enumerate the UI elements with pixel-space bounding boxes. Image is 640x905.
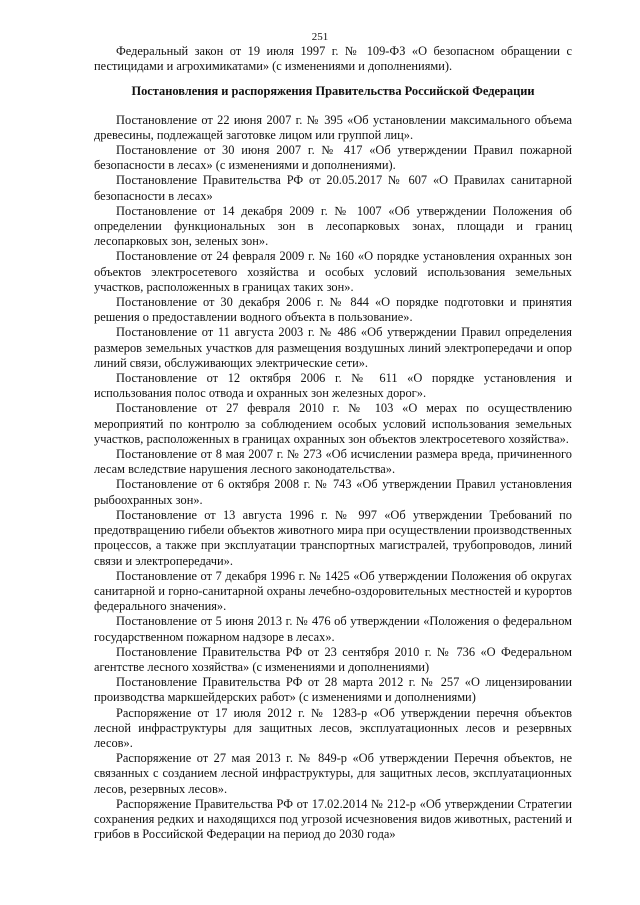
list-item: Постановление от 11 августа 2003 г. № 486 «Об утверждении Правил определения размеров земельных участков для размещения воздушных линий электропередачи и опор линий связи, обслуживающих электрические сети». — [94, 325, 572, 370]
regulations-list — [94, 113, 572, 843]
list-item: Постановление от 22 июня 2007 г. № 395 «Об установлении максимального объема древесины, подлежащей заготовке лицом или группой лиц». — [94, 112, 572, 142]
list-item: Постановление от 12 октября 2006 г. № 611 «О порядке установления и использования полос отвода и охранных зон железных дорог». — [94, 371, 572, 401]
list-item: Постановление от 14 декабря 2009 г. № 1007 «Об утверждении Положения об определении функциональных зон в лесопарковых зонах, площади и границ лесопарковых зон, зеленых зон». — [94, 203, 572, 249]
list-item: Постановление от 30 июня 2007 г. № 417 «Об утверждении Правил пожарной безопасности в лесах» (с изменениями и дополнениями). — [94, 143, 572, 173]
list-item: Постановление от 7 декабря 1996 г. № 1425 «Об утверждении Положения об округах санитарной и горно-санитарной охраны лечебно-оздоровительных местностей и курортов федерального значения». — [94, 568, 572, 614]
list-item: Распоряжение Правительства РФ от 17.02.2014 № 212-р «Об утверждении Стратегии сохранения редких и находящихся под угрозой исчезновения видов животных, растений и грибов в Российской Федерации на период до 2030 года» — [94, 796, 572, 842]
list-item: Постановление от 8 мая 2007 г. № 273 «Об исчислении размера вреда, причиненного лесам вследствие нарушения лесного законодательства». — [94, 447, 572, 477]
section-heading: Постановления и распоряжения Правительства Российской Федерации — [131, 84, 535, 99]
list-item: Постановление от 5 июня 2013 г. № 476 об утверждении «Положения о федеральном государственном пожарном надзоре в лесах». — [94, 614, 572, 644]
page-number: 251 — [311, 31, 329, 43]
list-item: Распоряжение от 17 июля 2012 г. № 1283-р «Об утверждении перечня объектов лесной инфраструктуры для защитных лесов, эксплуатационных лесов и резервных лесов». — [94, 705, 572, 750]
list-item: Постановление Правительства РФ от 23 сентября 2010 г. № 736 «О Федеральном агентстве лесного хозяйства» (с изменениями и дополнениями) — [94, 644, 572, 674]
list-item: Постановление от 6 октября 2008 г. № 743 «Об утверждении Правил установления рыбоохранных зон». — [94, 477, 572, 507]
page-content — [94, 44, 572, 842]
list-item: Постановление от 27 февраля 2010 г. № 103 «О мерах по осуществлению мероприятий по контролю за соблюдением особых условий использования земельных участков, расположенных в границах охранных зон объектов электросетевого хозяйства». — [94, 401, 572, 446]
list-item: Постановление Правительства РФ от 28 марта 2012 г. № 257 «О лицензировании производства маркшейдерских работ» (с изменениями и дополнениями) — [94, 675, 572, 705]
list-item: Постановление от 13 августа 1996 г. № 997 «Об утверждении Требований по предотвращению гибели объектов животного мира при осуществлении производственных процессов, а также при эксплуатации транспортных магистралей, трубопроводов, линий связи и электропередачи». — [94, 507, 572, 568]
intro-paragraph: Федеральный закон от 19 июля 1997 г. № 109-ФЗ «О безопасном обращении с пестицидами и агрохимикатами» (с изменениями и дополнениями). — [94, 44, 572, 74]
list-item: Постановление от 30 декабря 2006 г. № 844 «О порядке подготовки и принятия решения о предоставлении водного объекта в пользование». — [94, 295, 572, 325]
list-item: Распоряжение от 27 мая 2013 г. № 849-р «Об утверждении Перечня объектов, не связанных с созданием лесной инфраструктуры, для защитных лесов, эксплуатационных лесов, резервных лесов». — [94, 751, 572, 796]
list-item: Постановление от 24 февраля 2009 г. № 160 «О порядке установления охранных зон объектов электросетевого хозяйства и особых условий использования земельных участков, расположенных в границах таких зон». — [94, 249, 572, 294]
list-item: Постановление Правительства РФ от 20.05.2017 № 607 «О Правилах санитарной безопасности в лесах» — [94, 173, 572, 203]
